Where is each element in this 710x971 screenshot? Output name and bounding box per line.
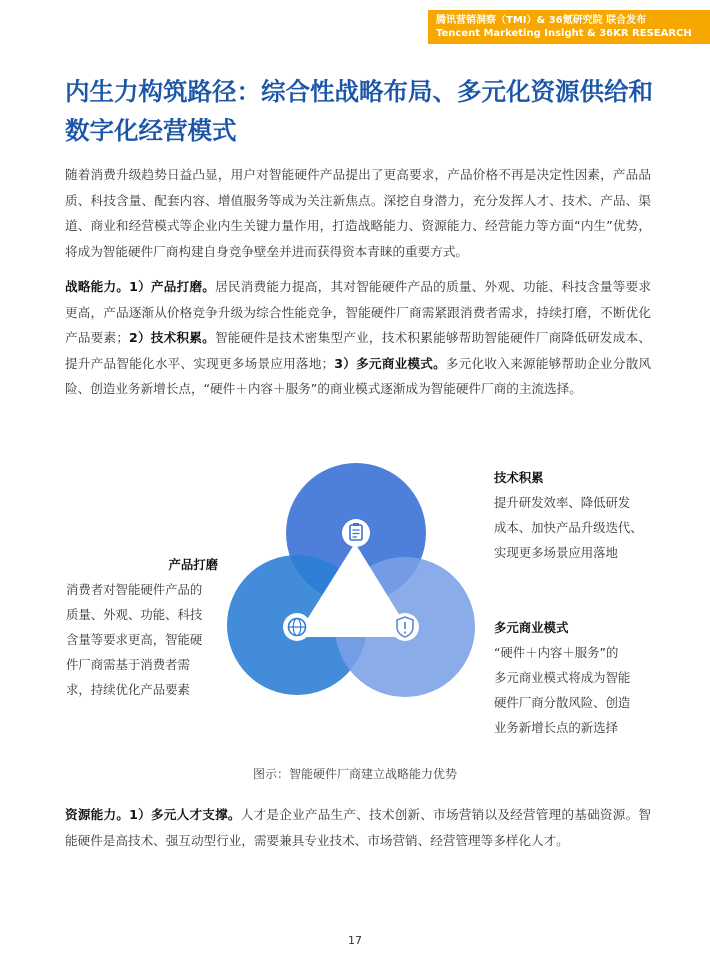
resource-point-1-heading: 1）多元人才支撑。 xyxy=(129,807,241,822)
label-tech-accumulation-line: 提升研发效率、降低研发 xyxy=(494,495,631,510)
page-number: 17 xyxy=(348,934,362,947)
label-tech-accumulation-title: 技术积累 xyxy=(494,470,544,485)
resource-point-1-text: 人才是企业产品生产、技术创新、市场营销以及经营管理的基础资源。智能硬件是高技术、强互动型行业，需要兼具专业技术、市场营销、经营管理等多样化人才。 xyxy=(65,807,652,848)
strategy-paragraph xyxy=(65,274,651,402)
label-product-polish-line: 件厂商需基于消费者需 xyxy=(66,657,190,672)
strategy-lead: 战略能力。 xyxy=(65,279,130,294)
label-business-model-line: 多元商业模式将成为智能 xyxy=(494,670,631,685)
strategy-point-1-text: 居民消费能力提高，其对智能硬件产品的质量、外观、功能、科技含量等要求更高，产品逐渐从价格竞争升级为综合性能竞争，智能硬件厂商需紧跟消费者需求，持续打磨，不断优化产品要素； xyxy=(65,279,652,345)
label-product-polish xyxy=(66,552,218,702)
strategy-point-2-heading: 2）技术积累。 xyxy=(128,330,215,345)
figure-caption: 图示：智能硬件厂商建立战略能力优势 xyxy=(252,767,457,781)
intro-paragraph: 随着消费升级趋势日益凸显，用户对智能硬件产品提出了更高要求，产品价格不再是决定性因素，产品品质、科技含量、配套内容、增值服务等成为关注新焦点。深挖自身潜力，充分发挥人才、技术、产品、渠道、商业和经营模式等企业内生关键力量作用，打造战略能力、资源能力、经营能力等方面“内生”优势，将成为智能硬件厂商构建自身竞争壁垒并进而获得资本青睐的重要方式。 xyxy=(65,167,651,259)
resource-paragraph xyxy=(65,802,651,853)
shield-icon xyxy=(391,613,419,641)
label-business-model-line: 业务新增长点的新选择 xyxy=(494,720,618,735)
clipboard-icon xyxy=(342,519,370,547)
label-tech-accumulation xyxy=(494,465,674,565)
label-tech-accumulation-line: 实现更多场景应用落地 xyxy=(494,545,618,560)
label-business-model-title: 多元商业模式 xyxy=(494,620,569,635)
strategy-point-1-heading: 1）产品打磨。 xyxy=(129,279,216,294)
strategy-point-3-text: 多元化收入来源能够帮助企业分散风险、创造业务新增长点，“硬件＋内容＋服务”的商业模式逐渐成为智能硬件厂商的主流选择。 xyxy=(65,355,652,396)
strategy-capability-diagram xyxy=(0,455,710,755)
label-product-polish-line: 求，持续优化产品要素 xyxy=(66,682,190,697)
label-tech-accumulation-line: 成本、加快产品升级迭代、 xyxy=(494,520,643,535)
label-business-model xyxy=(494,615,674,740)
label-business-model-line: “硬件＋内容＋服务”的 xyxy=(494,645,619,660)
label-product-polish-line: 消费者对智能硬件产品的 xyxy=(66,582,203,597)
strategy-point-3-heading: 3）多元商业模式。 xyxy=(334,355,446,371)
resource-lead: 资源能力。 xyxy=(65,807,130,822)
strategy-point-2-text: 智能硬件是技术密集型产业，技术积累能够帮助智能硬件厂商降低研发成本、提升产品智能化水平、实现更多场景应用落地； xyxy=(65,330,652,371)
header-publisher-en: Tencent Marketing Insight & 36KR RESEARCH xyxy=(436,28,692,39)
label-business-model-line: 硬件厂商分散风险、创造 xyxy=(494,695,631,710)
label-product-polish-line: 质量、外观、功能、科技 xyxy=(66,607,203,622)
label-product-polish-title: 产品打磨 xyxy=(168,557,218,572)
label-product-polish-line: 含量等要求更高，智能硬 xyxy=(66,632,203,647)
report-header-band xyxy=(428,10,710,44)
page-title: 内生力构筑路径：综合性战略布局、多元化资源供给和数字化经营模式 xyxy=(65,77,653,145)
header-publisher-cn: 腾讯营销洞察（TMI）& 36氪研究院 联合发布 xyxy=(436,15,647,26)
globe-icon xyxy=(283,613,311,641)
